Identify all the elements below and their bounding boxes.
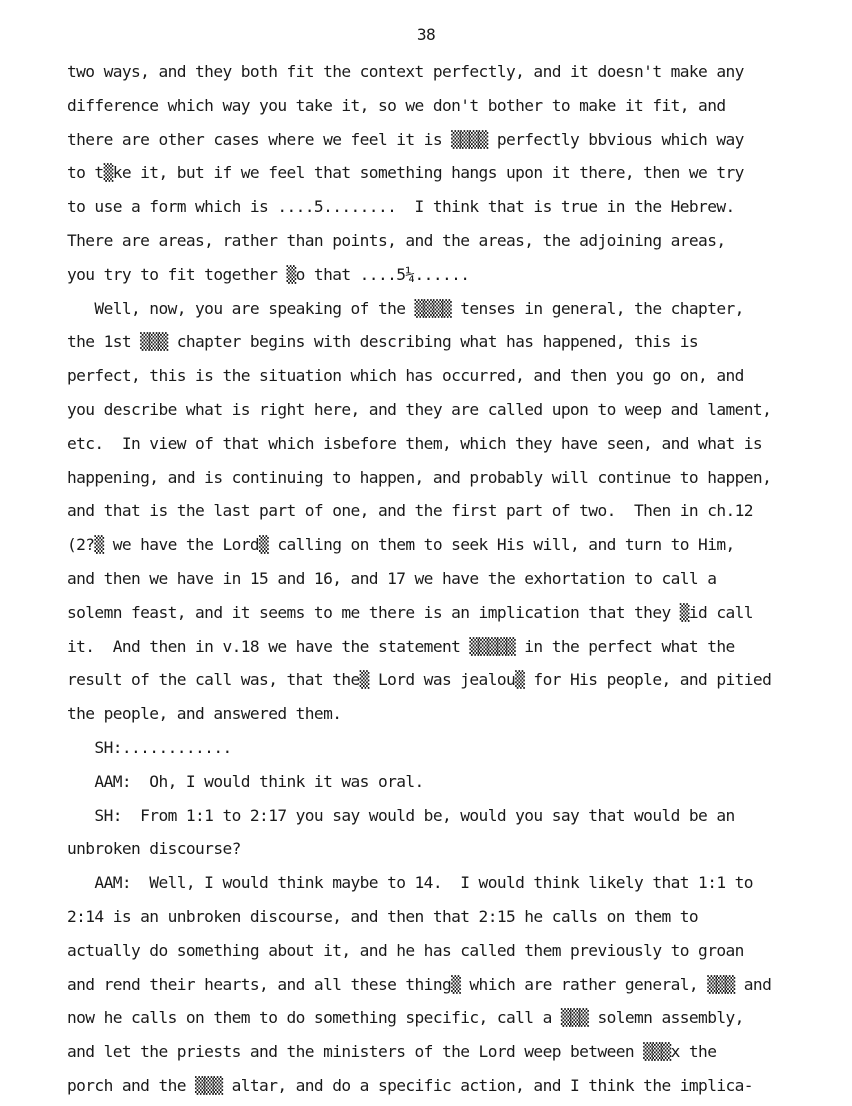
page-number: 38 bbox=[416, 25, 436, 44]
text-line: and that is the last part of one, and the first part of two. Then in ch.12 bbox=[67, 501, 753, 521]
transcript-body bbox=[67, 55, 852, 1103]
text-line: the 1st ▒▒▒ chapter begins with describing what has happened, this is bbox=[67, 332, 699, 352]
text-line: two ways, and they both fit the context perfectly, and it doesn't make any bbox=[67, 62, 744, 81]
text-line: (2?▒ we have the Lord▒ calling on them to seek His will, and turn to Him, bbox=[67, 535, 735, 555]
text-line: solemn feast, and it seems to me there is an implication that they ▒id call bbox=[67, 602, 753, 622]
text-line: you describe what is right here, and they are called upon to weep and lament, bbox=[67, 399, 772, 419]
text-line: porch and the ▒▒▒ altar, and do a specific action, and I think the implica- bbox=[67, 1075, 753, 1095]
text-line: There are areas, rather than points, and the areas, the adjoining areas, bbox=[67, 230, 726, 250]
text-line: now he calls on them to do something specific, call a ▒▒▒ solemn assembly, bbox=[67, 1008, 744, 1028]
text-line: result of the call was, that the▒ Lord was jealou▒ for His people, and pitied bbox=[67, 670, 772, 690]
text-line: unbroken discourse? bbox=[67, 839, 241, 859]
text-line: etc. In view of that which isbefore them, which they have seen, and what is bbox=[67, 433, 763, 453]
text-line: you try to fit together ▒o that ....5¼...... bbox=[67, 264, 470, 284]
text-line: to use a form which is ....5........ I think that is true in the Hebrew. bbox=[67, 197, 735, 217]
text-line: happening, and is continuing to happen, and probably will continue to happen, bbox=[67, 467, 772, 487]
text-line: 2:14 is an unbroken discourse, and then that 2:15 he calls on them to bbox=[67, 906, 699, 926]
text-line: there are other cases where we feel it is ▒▒▒▒ perfectly bbvious which way bbox=[67, 129, 744, 149]
text-line: AAM: Oh, I would think it was oral. bbox=[67, 771, 424, 791]
text-line: AAM: Well, I would think maybe to 14. I would think likely that 1:1 to bbox=[67, 873, 753, 893]
text-line: and rend their hearts, and all these thing▒ which are rather general, ▒▒▒ and bbox=[67, 974, 772, 994]
text-line: perfect, this is the situation which has occurred, and then you go on, and bbox=[67, 366, 744, 386]
text-line: to t▒ke it, but if we feel that something hangs upon it there, then we try bbox=[67, 163, 744, 183]
text-line: SH: From 1:1 to 2:17 you say would be, would you say that would be an bbox=[67, 805, 735, 825]
text-line: difference which way you take it, so we don't bother to make it fit, and bbox=[67, 95, 726, 115]
text-line: the people, and answered them. bbox=[67, 704, 342, 724]
text-line: Well, now, you are speaking of the ▒▒▒▒ tenses in general, the chapter, bbox=[67, 298, 744, 318]
text-line: SH:............ bbox=[67, 737, 232, 757]
text-line: actually do something about it, and he has called them previously to groan bbox=[67, 940, 744, 960]
text-line: and let the priests and the ministers of the Lord weep between ▒▒▒x the bbox=[67, 1042, 717, 1062]
text-line: it. And then in v.18 we have the statement ▒▒▒▒▒ in the perfect what the bbox=[67, 636, 735, 656]
text-line: and then we have in 15 and 16, and 17 we have the exhortation to call a bbox=[67, 568, 717, 588]
